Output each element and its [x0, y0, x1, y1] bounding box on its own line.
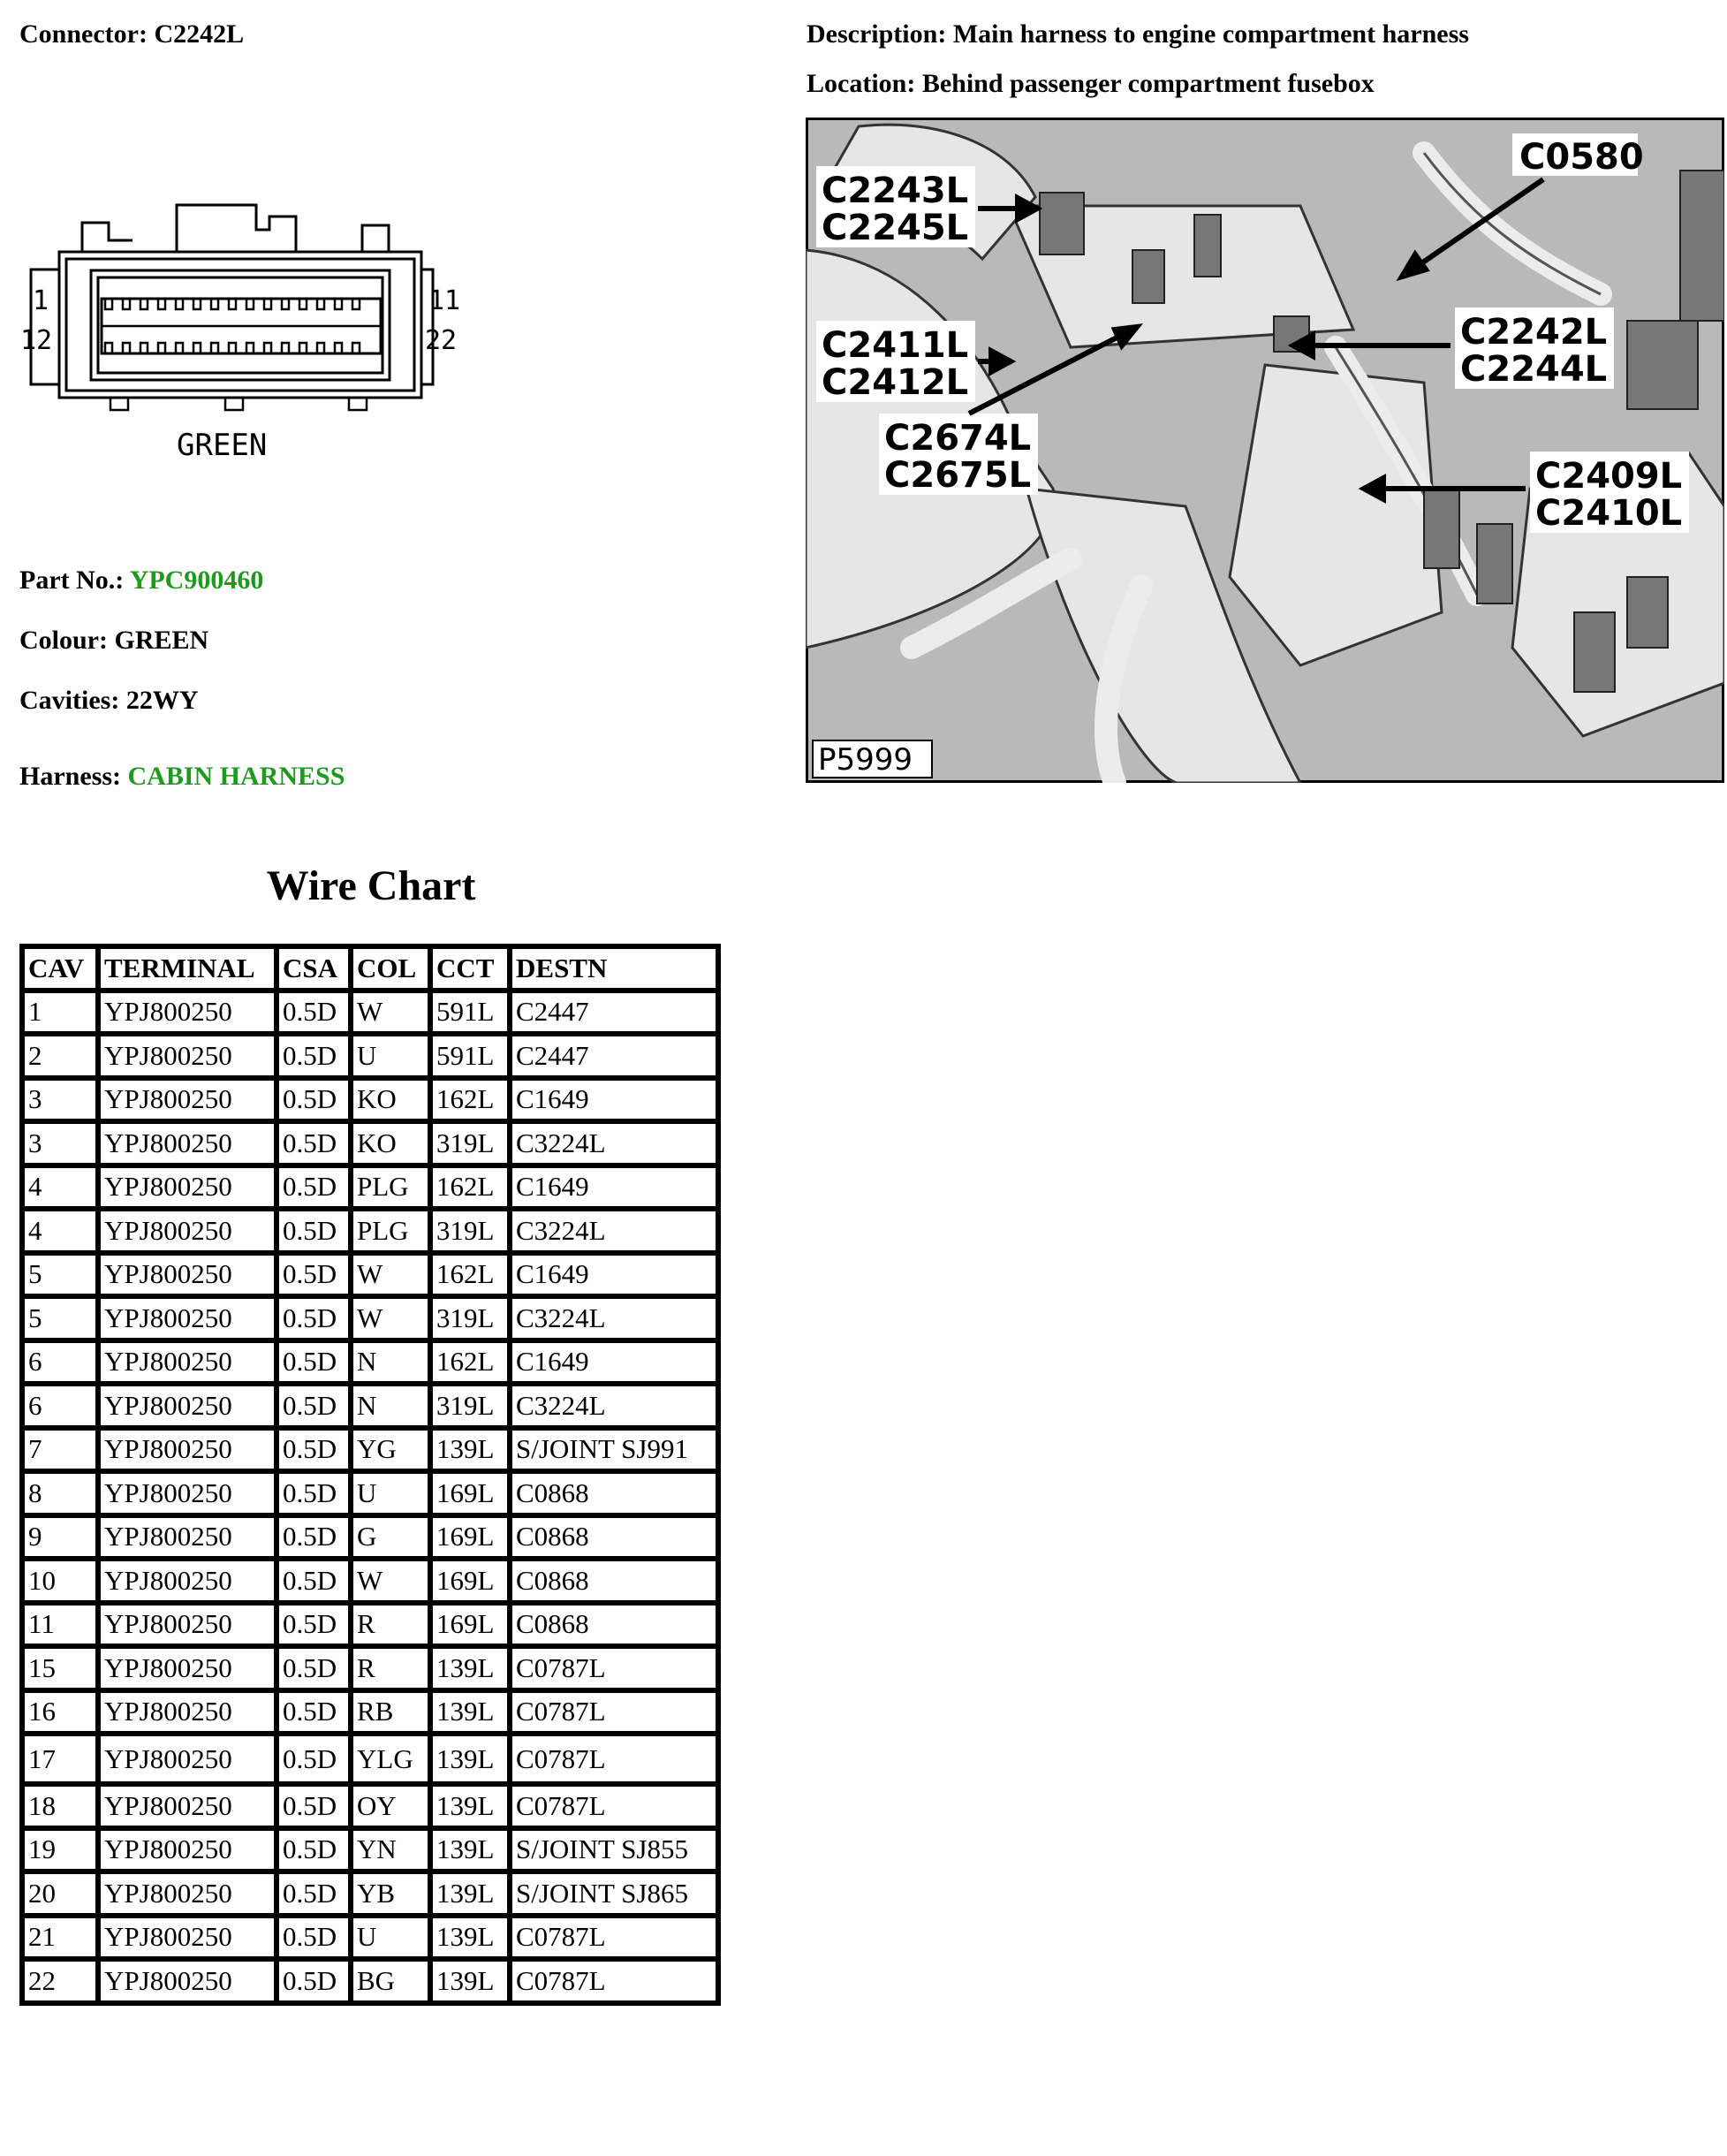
cell-cav: 21: [25, 1918, 101, 1962]
cell-col: YG: [353, 1431, 433, 1475]
cell-cct: 139L: [433, 1736, 512, 1787]
cell-col: U: [353, 1918, 433, 1962]
cell-csa: 0.5D: [279, 1693, 353, 1737]
callout-c2245l: C2245L: [822, 208, 969, 248]
table-row: [25, 1736, 721, 1787]
part-no-link[interactable]: YPC900460: [129, 566, 264, 595]
location-value: Behind passenger compartment fusebox: [921, 69, 1375, 98]
figure-id: P5999: [818, 742, 913, 778]
table-row: [25, 1343, 721, 1387]
callout-c2244l: C2244L: [1460, 349, 1608, 390]
table-row: [25, 1649, 721, 1693]
cell-cct: 169L: [433, 1474, 512, 1518]
cell-terminal: YPJ800250: [101, 1736, 279, 1787]
cell-col: BG: [353, 1962, 433, 2006]
cell-col: PLG: [353, 1168, 433, 1212]
cell-cct: 319L: [433, 1299, 512, 1343]
cell-cav: 17: [25, 1736, 101, 1787]
cell-destn: C0868: [512, 1561, 721, 1606]
cell-col: W: [353, 1299, 433, 1343]
cell-cav: 5: [25, 1256, 101, 1300]
cell-destn: C0787L: [512, 1693, 721, 1737]
cell-cav: 3: [25, 1124, 101, 1168]
table-row: [25, 1124, 721, 1168]
cell-cct: 139L: [433, 1918, 512, 1962]
cell-cct: 162L: [433, 1168, 512, 1212]
wire-chart-table: [19, 944, 721, 2006]
cell-terminal: YPJ800250: [101, 1518, 279, 1562]
cell-cct: 591L: [433, 1036, 512, 1081]
cell-csa: 0.5D: [279, 1256, 353, 1300]
cell-col: U: [353, 1036, 433, 1081]
table-row: [25, 1693, 721, 1737]
table-row: [25, 993, 721, 1037]
cell-cct: 591L: [433, 993, 512, 1037]
cell-terminal: YPJ800250: [101, 1431, 279, 1475]
cell-cav: 18: [25, 1787, 101, 1831]
cell-terminal: YPJ800250: [101, 1168, 279, 1212]
table-row: [25, 1386, 721, 1431]
cell-csa: 0.5D: [279, 1831, 353, 1875]
description-field: [807, 19, 1469, 49]
cell-destn: C0787L: [512, 1918, 721, 1962]
callout-c2674l: C2674L: [884, 418, 1032, 459]
cell-cav: 16: [25, 1693, 101, 1737]
cell-cav: 19: [25, 1831, 101, 1875]
cell-terminal: YPJ800250: [101, 1918, 279, 1962]
cell-destn: C0868: [512, 1606, 721, 1650]
cell-cav: 20: [25, 1874, 101, 1918]
location-photo: [806, 118, 1724, 783]
cell-col: N: [353, 1386, 433, 1431]
pin-11-label: 11: [428, 285, 461, 316]
cell-csa: 0.5D: [279, 1606, 353, 1650]
cell-cct: 162L: [433, 1256, 512, 1300]
pin-22-label: 22: [425, 325, 458, 356]
cell-cct: 169L: [433, 1606, 512, 1650]
cell-col: YLG: [353, 1736, 433, 1787]
header-col: COL: [353, 949, 433, 993]
cell-destn: C0787L: [512, 1736, 721, 1787]
cell-csa: 0.5D: [279, 1474, 353, 1518]
cell-cav: 11: [25, 1606, 101, 1650]
table-row: [25, 1256, 721, 1300]
cell-csa: 0.5D: [279, 1649, 353, 1693]
table-row: [25, 1168, 721, 1212]
table-row: [25, 1962, 721, 2006]
connector-value: C2242L: [154, 19, 245, 49]
cell-col: KO: [353, 1124, 433, 1168]
cell-destn: C1649: [512, 1081, 721, 1125]
pin-12-label: 12: [20, 325, 53, 356]
callout-c2410l: C2410L: [1535, 493, 1683, 534]
cell-col: W: [353, 1561, 433, 1606]
callout-c2675l: C2675L: [884, 455, 1032, 496]
cell-terminal: YPJ800250: [101, 1036, 279, 1081]
colour-label: Colour:: [19, 626, 108, 655]
callout-c2242l: C2242L: [1460, 312, 1608, 353]
header-csa: CSA: [279, 949, 353, 993]
callout-c2411l-c2412l: [816, 321, 975, 403]
cell-destn: C3224L: [512, 1386, 721, 1431]
header-destn: DESTN: [512, 949, 721, 993]
cell-destn: S/JOINT SJ855: [512, 1831, 721, 1875]
cell-cav: 6: [25, 1386, 101, 1431]
cell-cav: 5: [25, 1299, 101, 1343]
cell-col: U: [353, 1474, 433, 1518]
cell-csa: 0.5D: [279, 1918, 353, 1962]
cell-terminal: YPJ800250: [101, 1787, 279, 1831]
cell-destn: C0787L: [512, 1962, 721, 2006]
connector-label: Connector:: [19, 19, 148, 49]
table-row: [25, 1787, 721, 1831]
cell-col: G: [353, 1518, 433, 1562]
table-row: [25, 1606, 721, 1650]
part-no-field: [19, 566, 263, 596]
cell-csa: 0.5D: [279, 1874, 353, 1918]
cell-terminal: YPJ800250: [101, 1474, 279, 1518]
table-row: [25, 1831, 721, 1875]
description-value: Main harness to engine compartment harness: [952, 19, 1469, 49]
cell-csa: 0.5D: [279, 1211, 353, 1256]
cell-cav: 10: [25, 1561, 101, 1606]
cavities-field: [19, 686, 198, 716]
location-field: [807, 69, 1375, 99]
cavities-label: Cavities:: [19, 686, 120, 715]
cell-terminal: YPJ800250: [101, 1124, 279, 1168]
cell-csa: 0.5D: [279, 1036, 353, 1081]
cell-col: W: [353, 1256, 433, 1300]
table-row: [25, 1431, 721, 1475]
cell-cav: 22: [25, 1962, 101, 2006]
callout-c2409l: C2409L: [1535, 456, 1683, 497]
cell-csa: 0.5D: [279, 1561, 353, 1606]
cell-destn: S/JOINT SJ991: [512, 1431, 721, 1475]
cell-cct: 169L: [433, 1561, 512, 1606]
callout-c2674l-c2675l: [879, 414, 1038, 496]
part-no-label: Part No.:: [19, 566, 125, 595]
callout-c2412l: C2412L: [822, 362, 969, 403]
cell-csa: 0.5D: [279, 993, 353, 1037]
callout-c2411l: C2411L: [822, 325, 969, 366]
cell-terminal: YPJ800250: [101, 1874, 279, 1918]
cell-destn: C0787L: [512, 1649, 721, 1693]
cell-terminal: YPJ800250: [101, 1561, 279, 1606]
cell-terminal: YPJ800250: [101, 1386, 279, 1431]
cell-destn: C3224L: [512, 1211, 721, 1256]
cell-destn: S/JOINT SJ865: [512, 1874, 721, 1918]
cell-col: W: [353, 993, 433, 1037]
cell-destn: C3224L: [512, 1124, 721, 1168]
cell-csa: 0.5D: [279, 1962, 353, 2006]
cell-csa: 0.5D: [279, 1787, 353, 1831]
table-header-row: [25, 949, 721, 993]
cell-terminal: YPJ800250: [101, 1256, 279, 1300]
cell-destn: C1649: [512, 1168, 721, 1212]
callout-c2409l-c2410l: [1530, 452, 1689, 534]
location-label: Location:: [807, 69, 916, 98]
cell-csa: 0.5D: [279, 1386, 353, 1431]
header-cav: CAV: [25, 949, 101, 993]
cell-terminal: YPJ800250: [101, 1211, 279, 1256]
cell-cav: 9: [25, 1518, 101, 1562]
table-row: [25, 1518, 721, 1562]
cell-csa: 0.5D: [279, 1081, 353, 1125]
cell-cav: 1: [25, 993, 101, 1037]
cell-cav: 4: [25, 1211, 101, 1256]
cell-col: KO: [353, 1081, 433, 1125]
cell-terminal: YPJ800250: [101, 1606, 279, 1650]
cell-destn: C2447: [512, 1036, 721, 1081]
cell-col: R: [353, 1606, 433, 1650]
cell-cav: 8: [25, 1474, 101, 1518]
cell-cct: 139L: [433, 1874, 512, 1918]
cell-destn: C3224L: [512, 1299, 721, 1343]
cell-col: PLG: [353, 1211, 433, 1256]
cell-terminal: YPJ800250: [101, 1081, 279, 1125]
callout-c0580: [1512, 133, 1644, 178]
cell-csa: 0.5D: [279, 1431, 353, 1475]
cell-terminal: YPJ800250: [101, 1649, 279, 1693]
cell-cct: 139L: [433, 1649, 512, 1693]
table-row: [25, 1874, 721, 1918]
connector-color-label: GREEN: [177, 428, 268, 463]
cell-csa: 0.5D: [279, 1299, 353, 1343]
table-row: [25, 1474, 721, 1518]
table-row: [25, 1299, 721, 1343]
cell-csa: 0.5D: [279, 1168, 353, 1212]
cell-cct: 139L: [433, 1431, 512, 1475]
cell-destn: C1649: [512, 1256, 721, 1300]
pin-1-label: 1: [33, 285, 49, 316]
cell-cct: 162L: [433, 1081, 512, 1125]
cell-col: R: [353, 1649, 433, 1693]
cell-terminal: YPJ800250: [101, 1962, 279, 2006]
table-row: [25, 1081, 721, 1125]
description-label: Description:: [807, 19, 947, 49]
cell-destn: C0787L: [512, 1787, 721, 1831]
cell-csa: 0.5D: [279, 1736, 353, 1787]
cell-terminal: YPJ800250: [101, 1693, 279, 1737]
cell-cav: 4: [25, 1168, 101, 1212]
header-cct: CCT: [433, 949, 512, 993]
cell-col: RB: [353, 1693, 433, 1737]
cell-csa: 0.5D: [279, 1124, 353, 1168]
cell-col: N: [353, 1343, 433, 1387]
cell-col: YN: [353, 1831, 433, 1875]
cell-terminal: YPJ800250: [101, 1831, 279, 1875]
callout-c0580-label: C0580: [1519, 137, 1644, 178]
cell-col: YB: [353, 1874, 433, 1918]
wire-chart-title: Wire Chart: [266, 862, 476, 909]
cell-destn: C0868: [512, 1474, 721, 1518]
cell-cct: 319L: [433, 1124, 512, 1168]
cell-cct: 319L: [433, 1211, 512, 1256]
cell-cct: 139L: [433, 1693, 512, 1737]
cell-cav: 3: [25, 1081, 101, 1125]
callout-c2243l-c2245l: [816, 166, 975, 248]
table-row: [25, 1918, 721, 1962]
cell-destn: C1649: [512, 1343, 721, 1387]
cell-destn: C2447: [512, 993, 721, 1037]
harness-field: [19, 762, 345, 792]
cell-cav: 6: [25, 1343, 101, 1387]
cell-cct: 162L: [433, 1343, 512, 1387]
cell-cav: 7: [25, 1431, 101, 1475]
cell-csa: 0.5D: [279, 1343, 353, 1387]
cell-destn: C0868: [512, 1518, 721, 1562]
connector-face-diagram: [13, 194, 473, 477]
cell-terminal: YPJ800250: [101, 1299, 279, 1343]
table-row: [25, 1036, 721, 1081]
table-row: [25, 1561, 721, 1606]
cell-terminal: YPJ800250: [101, 1343, 279, 1387]
connector-field: [19, 19, 244, 49]
colour-field: [19, 626, 208, 656]
table-row: [25, 1211, 721, 1256]
cell-cct: 139L: [433, 1787, 512, 1831]
cell-cct: 319L: [433, 1386, 512, 1431]
cavities-value: 22WY: [125, 686, 199, 715]
cell-col: OY: [353, 1787, 433, 1831]
cell-cct: 139L: [433, 1962, 512, 2006]
callout-c2242l-c2244l: [1455, 307, 1614, 390]
header-terminal: TERMINAL: [101, 949, 279, 993]
cell-cav: 15: [25, 1649, 101, 1693]
harness-link[interactable]: CABIN HARNESS: [127, 762, 345, 791]
cell-cct: 169L: [433, 1518, 512, 1562]
cell-cav: 2: [25, 1036, 101, 1081]
harness-label: Harness:: [19, 762, 121, 791]
wire-chart-rows: [25, 993, 721, 2006]
cell-cct: 139L: [433, 1831, 512, 1875]
callout-c2243l: C2243L: [822, 171, 969, 211]
cell-csa: 0.5D: [279, 1518, 353, 1562]
colour-value: GREEN: [114, 626, 209, 655]
cell-terminal: YPJ800250: [101, 993, 279, 1037]
